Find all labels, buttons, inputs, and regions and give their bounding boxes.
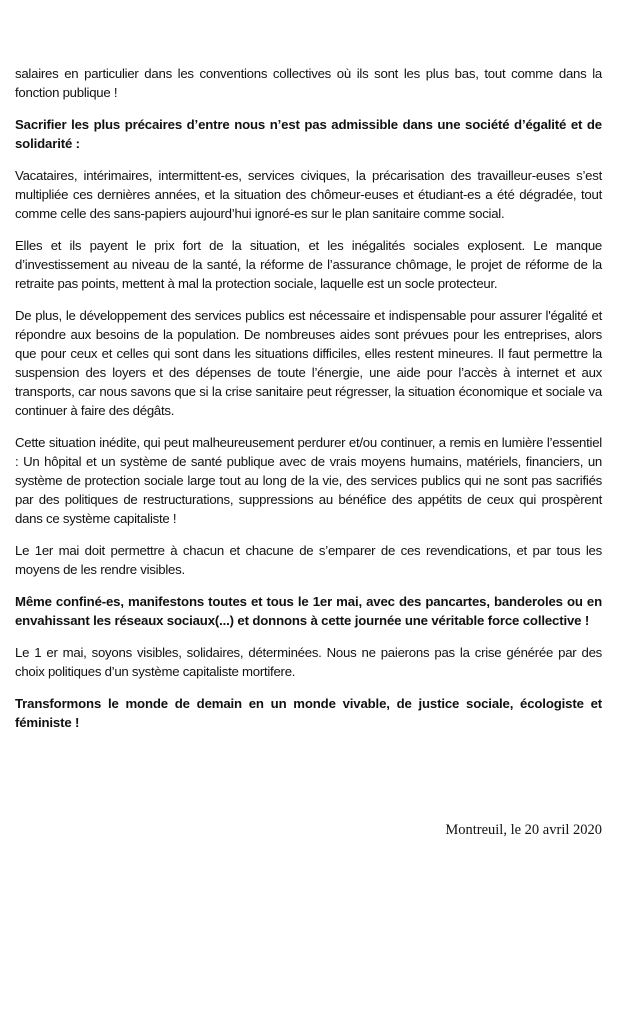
- paragraph-salaires: salaires en particulier dans les conventions collectives où ils sont les plus bas, tout comme dans la fonction publique !: [15, 66, 602, 100]
- heading-sacrifier-precaires: Sacrifier les plus précaires d’entre nous n’est pas admissible dans une société d’égalité et de solidarité :: [15, 117, 602, 151]
- paragraph-situation-inedite: Cette situation inédite, qui peut malheureusement perdurer et/ou continuer, a remis en lumière l’essentiel : Un hôpital et un système de santé publique avec de vrais moyens humains, matériels, financiers, un système de protection sociale large tout au long de la vie, des services publics qui ne sont pas sacrifiés par des politiques de restructurations, suppressions au bénéfice des appétits de ceux qui prospèrent dans ce système capitaliste !: [15, 435, 602, 526]
- signature-place-date: Montreuil, le 20 avril 2020: [445, 822, 602, 838]
- callout-transformons: Transformons le monde de demain en un monde vivable, de justice sociale, écologiste et féministe !: [15, 696, 602, 730]
- document-body: [15, 64, 602, 745]
- paragraph-soyons-visibles: Le 1 er mai, soyons visibles, solidaires, déterminées. Nous ne paierons pas la crise générée par des choix politiques d’un système capitaliste mortifere.: [15, 645, 602, 679]
- callout-manifestons: Même confiné-es, manifestons toutes et tous le 1er mai, avec des pancartes, banderoles ou en envahissant les réseaux sociaux(...) et donnons à cette journée une véritable force collective !: [15, 594, 602, 628]
- paragraph-1er-mai: Le 1er mai doit permettre à chacun et chacune de s’emparer de ces revendications, et par tous les moyens de les rendre visibles.: [15, 543, 602, 577]
- paragraph-inegalites: Elles et ils payent le prix fort de la situation, et les inégalités sociales explosent. Le manque d’investissement au niveau de la santé, la réforme de l’assurance chômage, le projet de réforme de la retraite pas points, mettent à mal la protection sociale, laquelle est un socle protecteur.: [15, 238, 602, 291]
- paragraph-vacataires: Vacataires, intérimaires, intermittent-es, services civiques, la précarisation des travailleur-euses s’est multipliée ces dernières années, et la situation des chômeur-euses et étudiant-es a été dégradée, tout comme celle des sans-papiers aujourd’hui ignoré-es sur le plan sanitaire comme social.: [15, 168, 602, 221]
- paragraph-services-publics: De plus, le développement des services publics est nécessaire et indispensable pour assurer l'égalité et répondre aux besoins de la population. De nombreuses aides sont prévues pour les entreprises, alors que pour ceux et celles qui sont dans les situations difficiles, elles restent mineures. Il faut permettre la suspension des loyers et des dépenses de toute l’énergie, une aide pour l’accès à internet et aux transports, car nous savons que si la crise sanitaire peut régresser, la situation économique et sociale va continuer à faire des dégâts.: [15, 308, 602, 418]
